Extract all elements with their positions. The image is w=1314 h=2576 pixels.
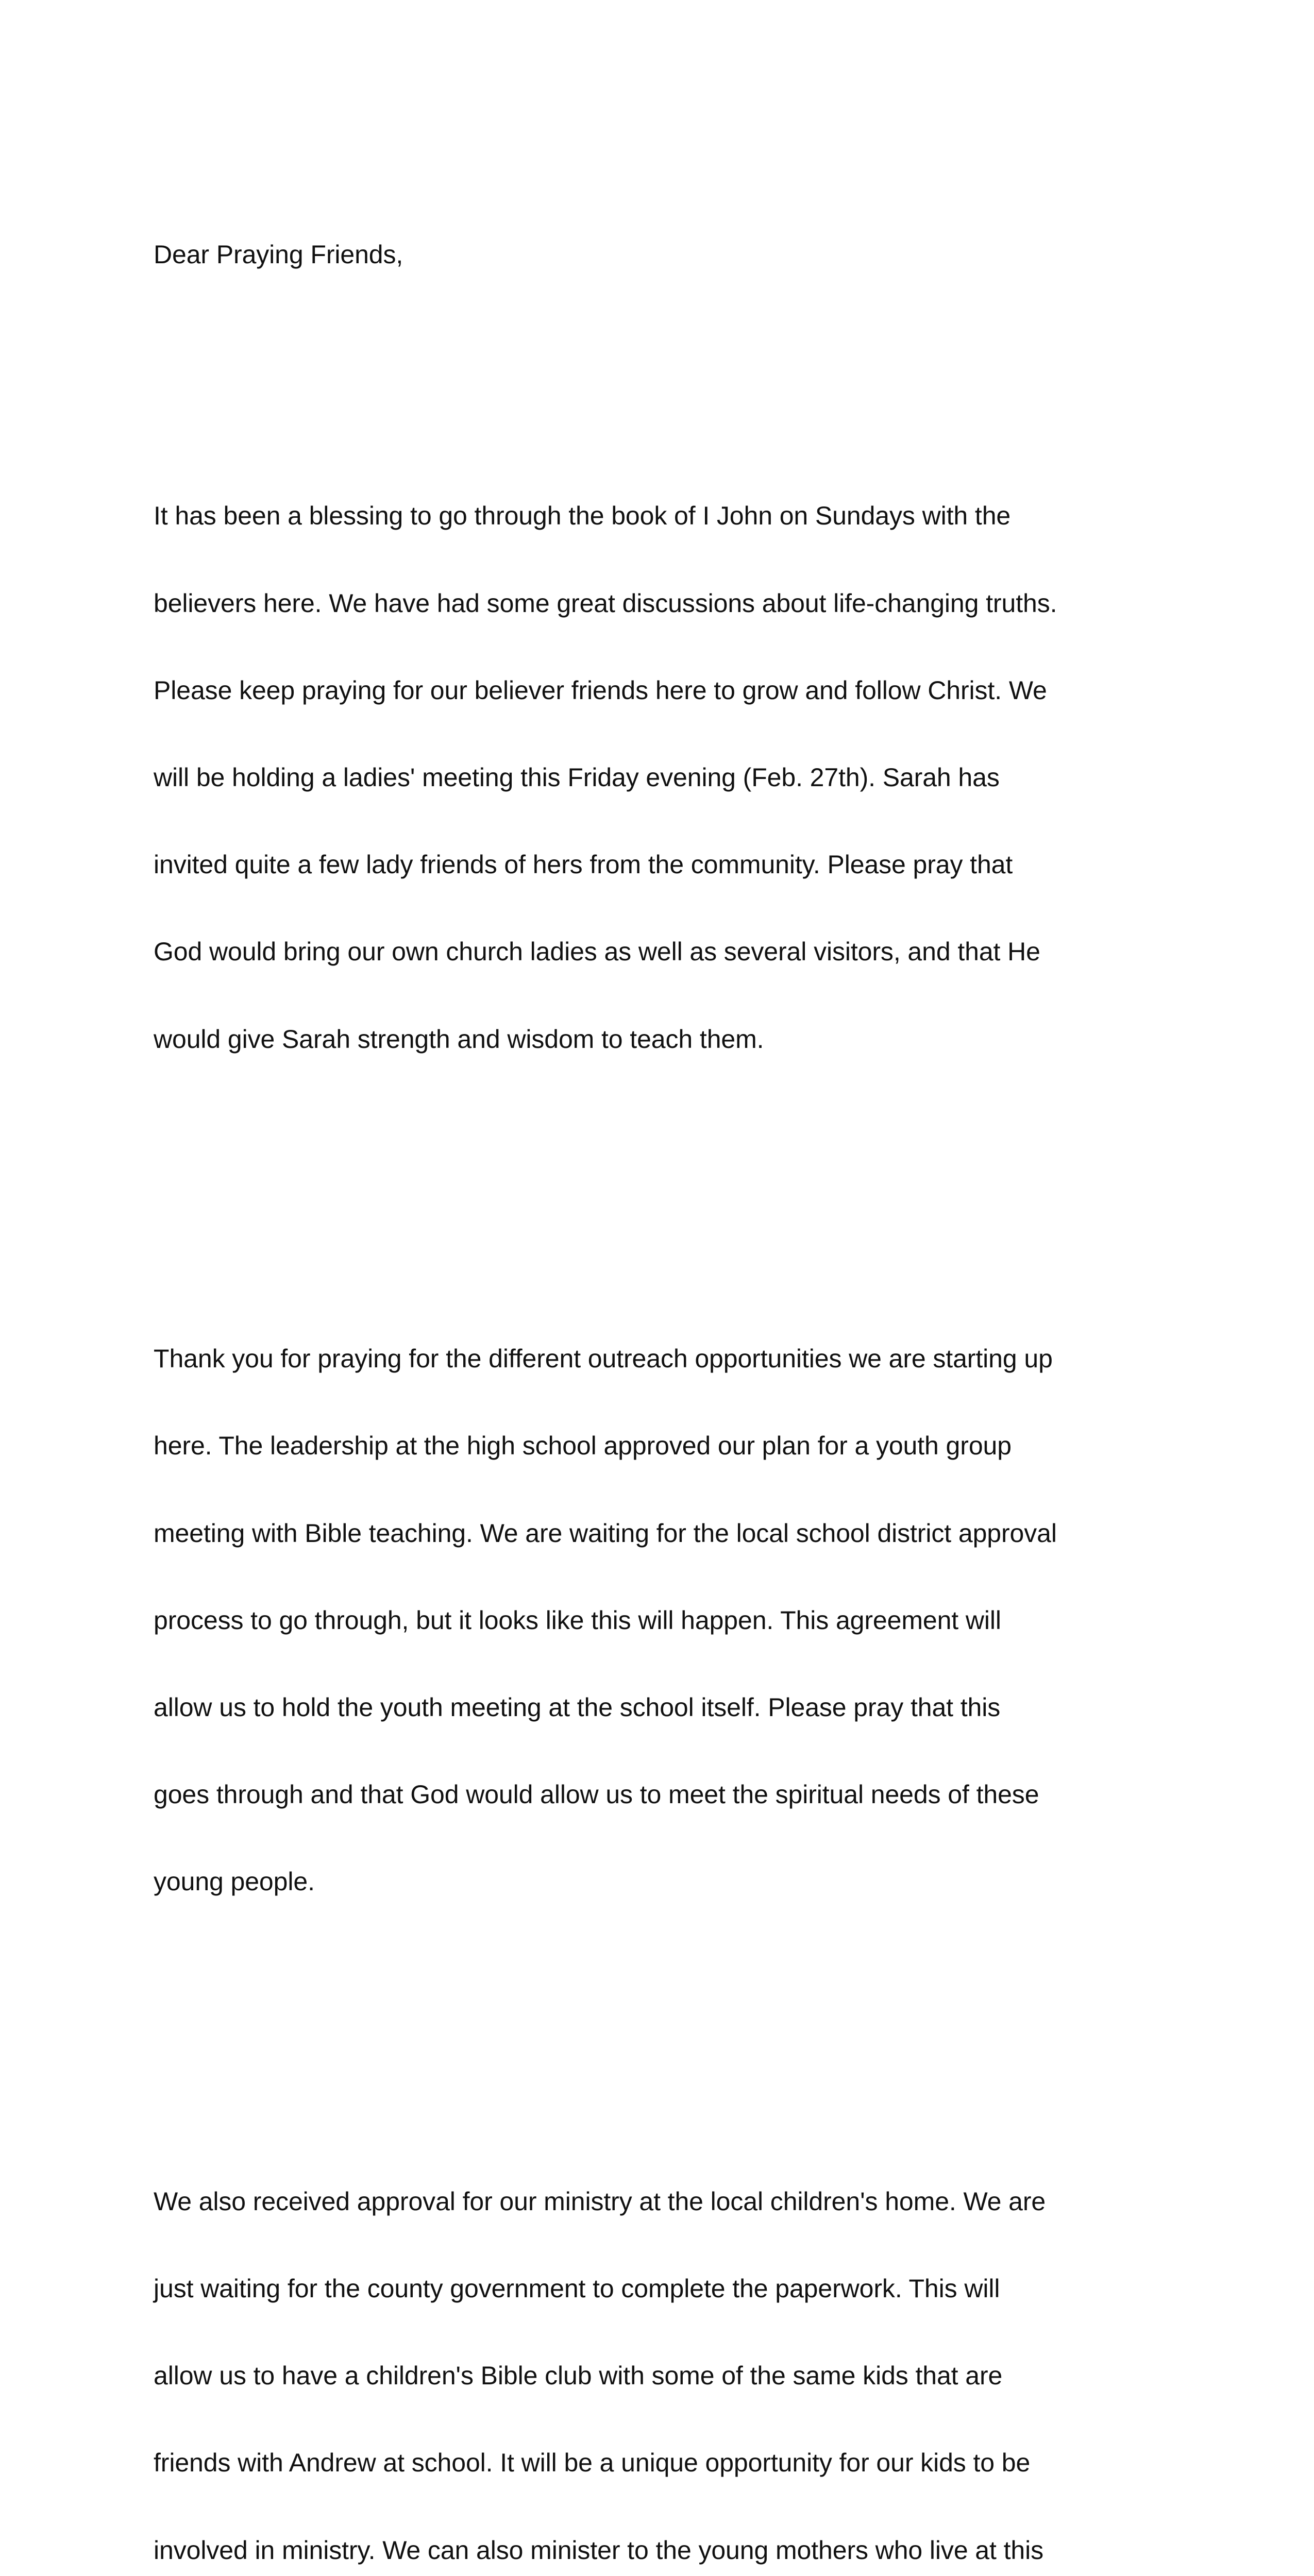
text-line: friends with Andrew at school. It will be a unique opportunity for our kids to be: [154, 2448, 1031, 2478]
paragraph-bible-study: [154, 444, 1081, 1112]
paragraph-spacer: [154, 327, 1081, 356]
text-line: process to go through, but it looks like this will happen. This agreement will: [154, 1605, 1001, 1635]
text-line: invited quite a few lady friends of hers from the community. Please pray that: [154, 850, 1013, 879]
paragraph-spacer: [154, 1170, 1081, 1199]
paragraph-childrens-home: [154, 2129, 1081, 2576]
text-line: would give Sarah strength and wisdom to teach them.: [154, 1024, 764, 1054]
text-line: Please keep praying for our believer friends here to grow and follow Christ. We: [154, 675, 1047, 705]
greeting: Dear Praying Friends,: [154, 240, 403, 269]
text-line: involved in ministry. We can also minister to the young mothers who live at this: [154, 2535, 1044, 2565]
text-line: allow us to hold the youth meeting at the school itself. Please pray that this: [154, 1692, 1001, 1722]
text-line: God would bring our own church ladies as well as several visitors, and that He: [154, 937, 1040, 967]
text-line: believers here. We have had some great discussions about life-changing truths.: [154, 588, 1057, 618]
text-line: Thank you for praying for the different outreach opportunities we are starting up: [154, 1344, 1053, 1374]
text-line: here. The leadership at the high school approved our plan for a youth group: [154, 1431, 1012, 1461]
text-line: goes through and that God would allow us to meet the spiritual needs of these: [154, 1780, 1039, 1809]
text-line: will be holding a ladies' meeting this Friday evening (Feb. 27th). Sarah has: [154, 763, 1000, 792]
text-line: just waiting for the county government to complete the paperwork. This will: [154, 2274, 1000, 2303]
text-line: allow us to have a children's Bible club with some of the same kids that are: [154, 2361, 1003, 2391]
paragraph-outreach: [154, 1286, 1081, 1954]
text-line: It has been a blessing to go through the book of I John on Sundays with the: [154, 501, 1011, 531]
paragraph-spacer: [154, 2012, 1081, 2041]
letter-body: [154, 182, 1081, 2576]
text-line: We also received approval for our ministry at the local children's home. We are: [154, 2187, 1046, 2216]
text-line: young people.: [154, 1867, 315, 1896]
text-line: meeting with Bible teaching. We are waiting for the local school district approval: [154, 1518, 1057, 1548]
